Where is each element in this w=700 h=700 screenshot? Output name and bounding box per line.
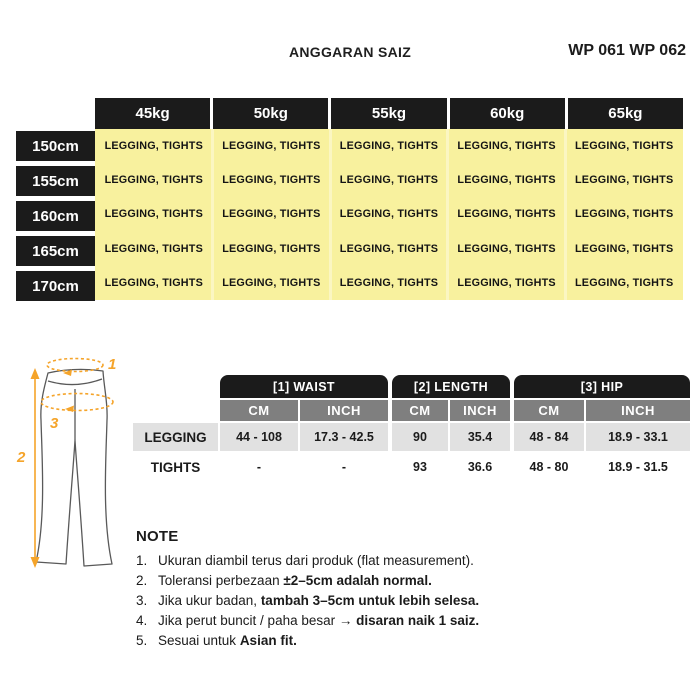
note-item-text: Sesuai untuk Asian fit.	[158, 633, 297, 648]
size-matrix	[95, 129, 683, 300]
weight-header-cell: 45kg	[95, 98, 210, 129]
note-section	[136, 528, 596, 651]
label-waist: 1	[108, 356, 117, 373]
note-item	[136, 551, 596, 571]
size-cell: LEGGING, TIGHTS	[222, 276, 321, 289]
unit-header-cell: INCH	[586, 400, 690, 421]
note-list	[136, 551, 596, 651]
note-item-text: Ukuran diambil terus dari produk (flat measurement).	[158, 553, 474, 568]
size-cell: LEGGING, TIGHTS	[339, 140, 439, 153]
size-cell: LEGGING, TIGHTS	[104, 242, 203, 255]
measure-value-cell: 18.9 - 31.5	[586, 453, 690, 481]
measure-value-cell: 36.6	[450, 453, 510, 481]
weight-header-cell: 55kg	[331, 98, 446, 129]
label-hip: 3	[50, 415, 59, 432]
note-item-number: 2.	[136, 573, 148, 588]
size-cell: LEGGING, TIGHTS	[575, 140, 674, 153]
note-item-text: Jika ukur badan, tambah 3–5cm untuk lebih selesa.	[158, 593, 480, 608]
unit-header-cell: CM	[392, 400, 448, 421]
size-cell: LEGGING, TIGHTS	[222, 208, 321, 221]
size-cell: LEGGING, TIGHTS	[339, 174, 439, 187]
page-title: ANGGARAN SAIZ	[288, 44, 412, 60]
measure-value-cell: -	[220, 453, 298, 481]
size-cell: LEGGING, TIGHTS	[575, 242, 674, 255]
size-cell: LEGGING, TIGHTS	[222, 242, 321, 255]
label-length: 2	[17, 449, 26, 466]
weight-header-cell: 50kg	[213, 98, 328, 129]
size-cell: LEGGING, TIGHTS	[575, 276, 674, 289]
measure-group-header: [2] LENGTH	[392, 375, 510, 398]
note-item-number: 5.	[136, 633, 148, 648]
size-cell: LEGGING, TIGHTS	[575, 174, 674, 187]
column-separator	[564, 129, 567, 300]
column-separator	[329, 129, 332, 300]
unit-header-cell: INCH	[300, 400, 388, 421]
size-cell: LEGGING, TIGHTS	[222, 174, 321, 187]
measure-value-cell: 44 - 108	[220, 423, 298, 451]
size-cell: LEGGING, TIGHTS	[457, 174, 556, 187]
height-header-column	[16, 131, 95, 301]
pants-outline	[36, 369, 112, 566]
weight-header-cell: 60kg	[450, 98, 565, 129]
weight-header-cell: 65kg	[568, 98, 683, 129]
measure-value-cell: 90	[392, 423, 448, 451]
measure-value-cell: 48 - 80	[514, 453, 584, 481]
size-cell: LEGGING, TIGHTS	[104, 140, 203, 153]
unit-header-cell: INCH	[450, 400, 510, 421]
measurement-table	[133, 375, 690, 481]
height-header-cell: 160cm	[16, 201, 95, 231]
height-header-cell: 155cm	[16, 166, 95, 196]
size-cell: LEGGING, TIGHTS	[457, 140, 556, 153]
measure-group	[514, 375, 690, 481]
measure-group	[220, 375, 388, 481]
size-cell: LEGGING, TIGHTS	[104, 174, 203, 187]
measure-value-cell: 18.9 - 33.1	[586, 423, 690, 451]
note-item-text: Jika perut buncit / paha besar → disaran naik 1 saiz.	[158, 613, 480, 628]
unit-header-cell: CM	[514, 400, 584, 421]
pants-diagram	[13, 343, 138, 588]
length-arrowhead-top	[31, 368, 40, 379]
size-cell: LEGGING, TIGHTS	[457, 208, 556, 221]
product-code: WP 061 WP 062	[568, 42, 686, 59]
size-cell: LEGGING, TIGHTS	[104, 208, 203, 221]
size-cell: LEGGING, TIGHTS	[222, 140, 321, 153]
height-header-cell: 170cm	[16, 271, 95, 301]
column-separator	[446, 129, 449, 300]
column-separator	[211, 129, 214, 300]
measure-row-label: TIGHTS	[133, 453, 218, 481]
note-item-number: 4.	[136, 613, 148, 628]
size-matrix-cells	[95, 129, 683, 300]
weight-header-row	[95, 98, 683, 129]
height-header-cell: 150cm	[16, 131, 95, 161]
size-cell: LEGGING, TIGHTS	[339, 276, 439, 289]
measure-value-cell: 17.3 - 42.5	[300, 423, 388, 451]
note-heading: NOTE	[136, 528, 179, 545]
size-cell: LEGGING, TIGHTS	[339, 208, 439, 221]
size-cell: LEGGING, TIGHTS	[457, 242, 556, 255]
size-cell: LEGGING, TIGHTS	[457, 276, 556, 289]
measure-group-header: [3] HIP	[514, 375, 690, 398]
measure-row-label: LEGGING	[133, 423, 218, 451]
measure-value-cell: 93	[392, 453, 448, 481]
size-cell: LEGGING, TIGHTS	[104, 276, 203, 289]
note-item	[136, 611, 596, 631]
height-header-cell: 165cm	[16, 236, 95, 266]
note-item-number: 1.	[136, 553, 148, 568]
note-item	[136, 631, 596, 651]
size-cell: LEGGING, TIGHTS	[339, 242, 439, 255]
unit-header-cell: CM	[220, 400, 298, 421]
note-item	[136, 591, 596, 611]
note-item-number: 3.	[136, 593, 148, 608]
measure-group	[392, 375, 510, 481]
note-item	[136, 571, 596, 591]
measure-value-cell: -	[300, 453, 388, 481]
measure-group-header: [1] WAIST	[220, 375, 388, 398]
size-cell: LEGGING, TIGHTS	[575, 208, 674, 221]
measure-value-cell: 35.4	[450, 423, 510, 451]
note-item-text: Toleransi perbezaan ±2–5cm adalah normal.	[158, 573, 432, 588]
measure-value-cell: 48 - 84	[514, 423, 584, 451]
